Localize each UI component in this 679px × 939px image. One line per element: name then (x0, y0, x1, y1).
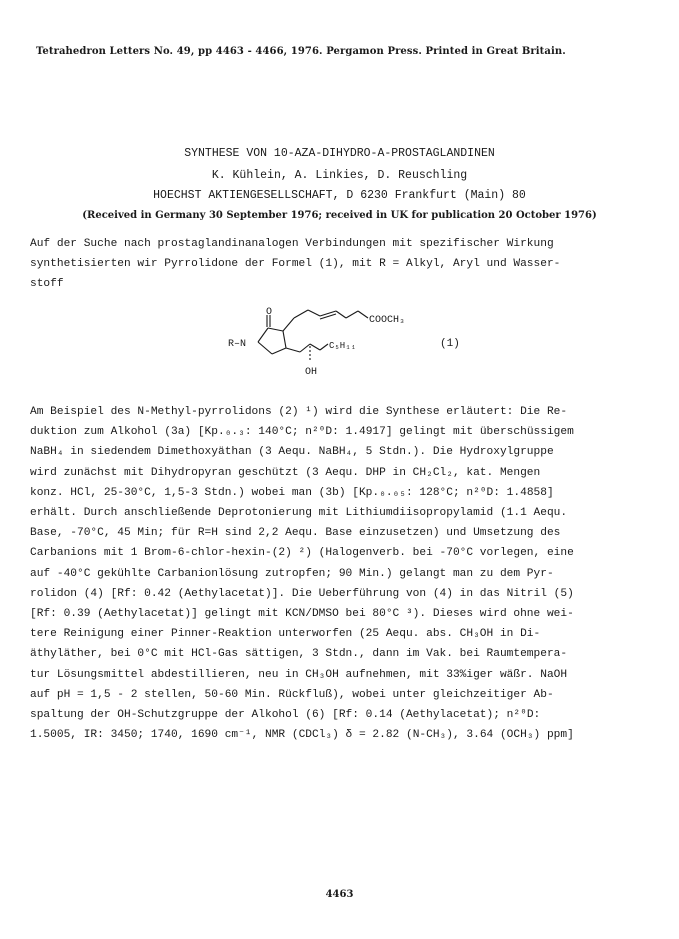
structural-formula (228, 306, 488, 388)
text-line: äthyläther, bei 0°C mit HCl-Gas sättigen, 3 Stdn., dann im Vak. bei Raumtempera- (30, 648, 568, 661)
received-dates: (Received in Germany 30 September 1976; received in UK for publication 20 October 1976) (82, 210, 597, 221)
text-line: Am Beispiel des N-Methyl-pyrrolidons (2) ¹) wird die Synthese erläutert: Die Re- (30, 406, 568, 418)
body-paragraph (30, 402, 655, 745)
carbonyl-oxygen-label: O (266, 307, 273, 318)
text-line: stoff (30, 278, 64, 291)
text-line: Auf der Suche nach prostaglandinanalogen Verbindungen mit spezifischer Wirkung (30, 238, 554, 250)
hydroxyl-label: OH (305, 367, 318, 378)
pentyl-group-label: C₅H₁₁ (329, 341, 357, 351)
text-line: 1.5005, IR: 3450; 1740, 1690 cm⁻¹, NMR (CDCl₃) δ = 2.82 (N-CH₃), 3.64 (OCH₃) ppm] (30, 729, 574, 742)
paper-title: SYNTHESE VON 10-AZA-DIHYDRO-A-PROSTAGLANDINEN (184, 147, 495, 160)
text-line: duktion zum Alkohol (3a) [Kp.₀.₃: 140°C; n²⁰D: 1.4917] gelingt mit überschüssigem (30, 426, 574, 439)
text-line: spaltung der OH-Schutzgruppe der Alkohol (6) [Rf: 0.14 (Aethylacetat); n²⁰D: (30, 709, 541, 722)
text-line: Carbanions mit 1 Brom-6-chlor-hexin-(2) ²) (Halogenverb. bei -70°C vorlegen, eine (30, 547, 574, 560)
text-line: Base, -70°C, 45 Min; für R=H sind 2,2 Aequ. Base einzusetzen) und Umsetzung des (30, 527, 561, 540)
text-line: tere Reinigung einer Pinner-Reaktion unterworfen (25 Aequ. abs. CH₃OH in Di- (30, 628, 541, 641)
page-number: 4463 (325, 889, 354, 900)
ester-group-label: COOCH₃ (369, 315, 406, 326)
text-line: rolidon (4) [Rf: 0.42 (Aethylacetat)]. Die Ueberführung von (4) in das Nitril (5) (30, 587, 574, 600)
text-line: tur Lösungsmittel abdestillieren, neu in CH₃OH aufnehmen, mit 33%iger wäßr. NaOH (30, 668, 568, 681)
text-line: [Rf: 0.39 (Aethylacetat)] gelingt mit KCN/DMSO bei 80°C ³). Dieses wird ohne wei- (30, 608, 574, 621)
text-line: synthetisierten wir Pyrrolidone der Formel (1), mit R = Alkyl, Aryl und Wasser- (30, 258, 561, 271)
text-line: erhält. Durch anschließende Deprotonierung mit Lithiumdiisopropylamid (1.1 Aequ. (30, 507, 568, 520)
text-line: wird zunächst mit Dihydropyran geschützt (3 Aequ. DHP in CH₂Cl₂, kat. Mengen (30, 466, 541, 479)
nitrogen-substituent-label: R–N (228, 339, 247, 350)
text-line: NaBH₄ in siedendem Dimethoxyäthan (3 Aequ. NaBH₄, 5 Stdn.). Die Hydroxylgruppe (30, 446, 554, 459)
text-line: konz. HCl, 25-30°C, 1,5-3 Stdn.) wobei man (3b) [Kp.₀.₀₅: 128°C; n²⁰D: 1.4858] (30, 486, 554, 499)
text-line: auf pH = 1,5 - 2 stellen, 50-60 Min. Rückfluß), wobei unter gleichzeitiger Ab- (30, 688, 554, 701)
compound-number: (1) (440, 338, 460, 350)
authors: K. Kühlein, A. Linkies, D. Reuschling (211, 169, 468, 182)
journal-header: Tetrahedron Letters No. 49, pp 4463 - 4466, 1976. Pergamon Press. Printed in Great Britain. (36, 46, 566, 57)
affiliation: HOECHST AKTIENGESELLSCHAFT, D 6230 Frankfurt (Main) 80 (153, 189, 526, 202)
text-line: auf -40°C gekühlte Carbanionlösung zutropfen; 90 Min.) gelangt man zu dem Pyr- (30, 567, 554, 580)
intro-paragraph (30, 234, 655, 295)
